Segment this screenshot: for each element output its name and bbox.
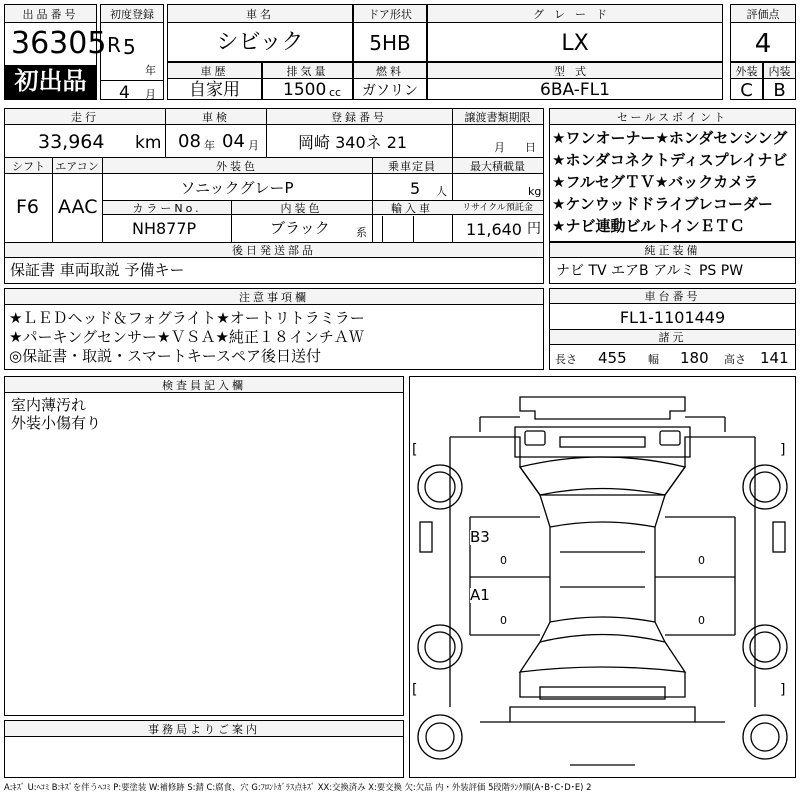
ext-grade-box xyxy=(730,62,763,100)
car-name-box xyxy=(167,4,353,62)
shift-label: シフト xyxy=(12,160,45,173)
sales-point-5: ★ナビ連動ビルトインＥＴＣ xyxy=(552,217,745,235)
grade-box xyxy=(427,4,723,62)
sales-point-1: ★ワンオーナー★ホンダセンシング xyxy=(552,129,788,147)
int-grade-box xyxy=(763,62,796,100)
ac-label: エアコン xyxy=(55,160,99,173)
car-diagram xyxy=(410,377,795,777)
color-no-label: カラーNo. xyxy=(132,202,202,215)
zero-mark-3: 0 xyxy=(500,614,507,627)
zero-mark-2: 0 xyxy=(698,554,705,567)
inspector-line-2: 外装小傷有り xyxy=(11,414,102,432)
model: 6BA-FL1 xyxy=(540,80,610,100)
car-name: シビック xyxy=(216,30,304,55)
note-line-3: ◎保証書・取説・スマートキースペア後日送付 xyxy=(9,347,322,365)
int-color-label: 内装色 xyxy=(280,202,323,215)
office-box xyxy=(4,720,404,778)
lot-label: 出品番号 xyxy=(22,8,79,21)
inspection-label: 車検 xyxy=(202,111,230,124)
dimensions-box xyxy=(549,329,796,370)
door-box xyxy=(353,4,427,62)
later-parts-label: 後日発送部品 xyxy=(232,244,316,257)
notes-box xyxy=(4,288,544,370)
score: 4 xyxy=(754,29,772,59)
capacity-unit: 人 xyxy=(436,185,447,198)
history-box xyxy=(167,62,262,100)
height: 141 xyxy=(760,349,789,367)
first-listing-text: 初出品 xyxy=(14,67,87,95)
length-label: 長さ xyxy=(555,353,577,366)
equipment-box xyxy=(549,242,796,284)
bracket-right-top: ] xyxy=(780,442,786,458)
width-label: 幅 xyxy=(648,353,659,366)
car-diagram-box xyxy=(409,376,796,778)
sales-point-2: ★ホンダコネクトディスプレイナビ xyxy=(552,151,788,169)
mileage-label: 走行 xyxy=(71,111,99,124)
transfer-label: 譲渡書類期限 xyxy=(464,111,531,124)
sales-point-3: ★フルセグＴＶ★バックカメラ xyxy=(552,173,759,191)
lot-box xyxy=(4,4,107,100)
color-no: NH877P xyxy=(132,219,197,238)
capacity: 5 xyxy=(410,179,421,198)
capacity-label: 乗車定員 xyxy=(388,160,436,173)
transfer-day-unit: 日 xyxy=(525,141,536,154)
first-reg-box xyxy=(100,4,164,103)
length: 455 xyxy=(598,349,627,367)
inspection-year-unit: 年 xyxy=(204,139,215,152)
mileage-unit: km xyxy=(135,133,162,153)
ext-grade: C xyxy=(740,80,753,101)
ac: AAC xyxy=(58,196,98,218)
shift: F6 xyxy=(16,196,40,218)
lot-number: 36305 xyxy=(11,26,107,61)
damage-mark-b3: B3 xyxy=(470,528,490,546)
plate-label: 登録番号 xyxy=(331,111,387,124)
chassis-label: 車台番号 xyxy=(644,290,701,303)
model-label: 型式 xyxy=(554,65,596,78)
int-grade: B xyxy=(773,80,786,101)
recycle: 11,640 xyxy=(466,220,522,239)
chassis-box xyxy=(549,288,796,330)
office-label: 事務局よりご案内 xyxy=(148,723,260,736)
note-line-1: ★ＬＥＤヘッド＆フォグライト★オートリトラミラー xyxy=(9,309,365,327)
zero-mark-4: 0 xyxy=(698,614,705,627)
door-label: ドア形状 xyxy=(368,8,412,21)
recycle-label: リサイクル預託金 xyxy=(462,203,533,213)
transfer-month-unit: 月 xyxy=(494,141,505,154)
fuel-label: 燃料 xyxy=(376,65,404,78)
equipment-label: 純正装備 xyxy=(644,244,701,257)
inspector-label: 検査員記入欄 xyxy=(162,379,246,392)
plate: 岡崎 340ネ 21 xyxy=(298,133,408,152)
note-line-2: ★パーキングセンサー★ＶＳＡ★純正１８インチＡＷ xyxy=(9,328,364,346)
sales-points-box xyxy=(549,108,796,242)
load-unit: kg xyxy=(528,185,542,198)
grade-label: グレード xyxy=(533,8,617,21)
width: 180 xyxy=(680,349,709,367)
month-unit: 月 xyxy=(145,88,156,101)
equipment: ナビ TV エアB アルミ PS PW xyxy=(556,263,744,279)
dimensions-label: 諸元 xyxy=(658,331,687,344)
ext-grade-label: 外装 xyxy=(735,65,758,78)
displacement-unit: cc xyxy=(329,86,342,99)
int-color-unit: 系 xyxy=(356,226,367,239)
ext-color-label: 外装色 xyxy=(216,160,258,173)
score-box xyxy=(730,4,796,62)
car-name-label: 車名 xyxy=(246,8,274,21)
fuel: ガソリン xyxy=(362,83,418,99)
zero-mark-1: 0 xyxy=(500,554,507,567)
score-label: 評価点 xyxy=(746,8,780,21)
inspection-year: 08 xyxy=(178,131,201,152)
ext-color: ソニックグレーP xyxy=(180,179,294,197)
era: R xyxy=(107,33,121,57)
inspector-box xyxy=(4,376,404,716)
height-label: 高さ xyxy=(724,353,746,366)
model-box xyxy=(427,62,723,100)
displacement-box xyxy=(262,62,353,100)
damage-mark-a1: A1 xyxy=(470,586,490,604)
door-type: 5HB xyxy=(369,31,411,55)
sales-point-4: ★ケンウッドドライブレコーダー xyxy=(552,195,773,213)
inspection-month: 04 xyxy=(222,131,245,152)
mileage: 33,964 xyxy=(38,131,105,153)
bracket-left-bottom: [ xyxy=(412,682,418,698)
recycle-unit: 円 xyxy=(527,221,541,237)
load-label: 最大積載量 xyxy=(470,160,525,173)
legend: A:ｷｽﾞ U:ﾍｺﾐ B:ｷｽﾞを伴うﾍｺﾐ P:要塗装 W:補修跡 S:錆 C:腐食、穴 G:ﾌﾛﾝﾄｶﾞﾗｽ点ｷｽﾞ XX:交換済み X:要交換 欠:欠品 内・外装評価 5段階ﾗﾝｸ順(A･B･C･D･E) 2 xyxy=(4,782,592,792)
chassis-number: FL1-1101449 xyxy=(619,308,726,327)
year-unit: 年 xyxy=(145,64,156,77)
inspection-month-unit: 月 xyxy=(248,139,259,152)
notes-label: 注意事項欄 xyxy=(239,291,309,304)
bracket-right-bottom: ] xyxy=(780,682,786,698)
history: 自家用 xyxy=(189,80,240,100)
reg-month: 4 xyxy=(119,83,130,103)
inspector-line-1: 室内薄汚れ xyxy=(11,396,87,414)
bracket-left-top: [ xyxy=(412,442,418,458)
displacement-label: 排気量 xyxy=(286,65,329,78)
int-color: ブラック xyxy=(270,219,330,237)
import-label: 輸入車 xyxy=(391,202,433,215)
later-parts: 保証書 車両取説 予備キー xyxy=(10,261,185,279)
sales-points-label: セールスポイント xyxy=(616,111,728,124)
int-grade-label: 内装 xyxy=(768,65,791,78)
fuel-box xyxy=(353,62,427,100)
displacement: 1500 xyxy=(283,80,327,100)
reg-year: 5 xyxy=(123,35,136,59)
first-reg-label: 初度登録 xyxy=(110,8,154,21)
history-label: 車歴 xyxy=(200,65,229,78)
grade: LX xyxy=(561,31,589,56)
